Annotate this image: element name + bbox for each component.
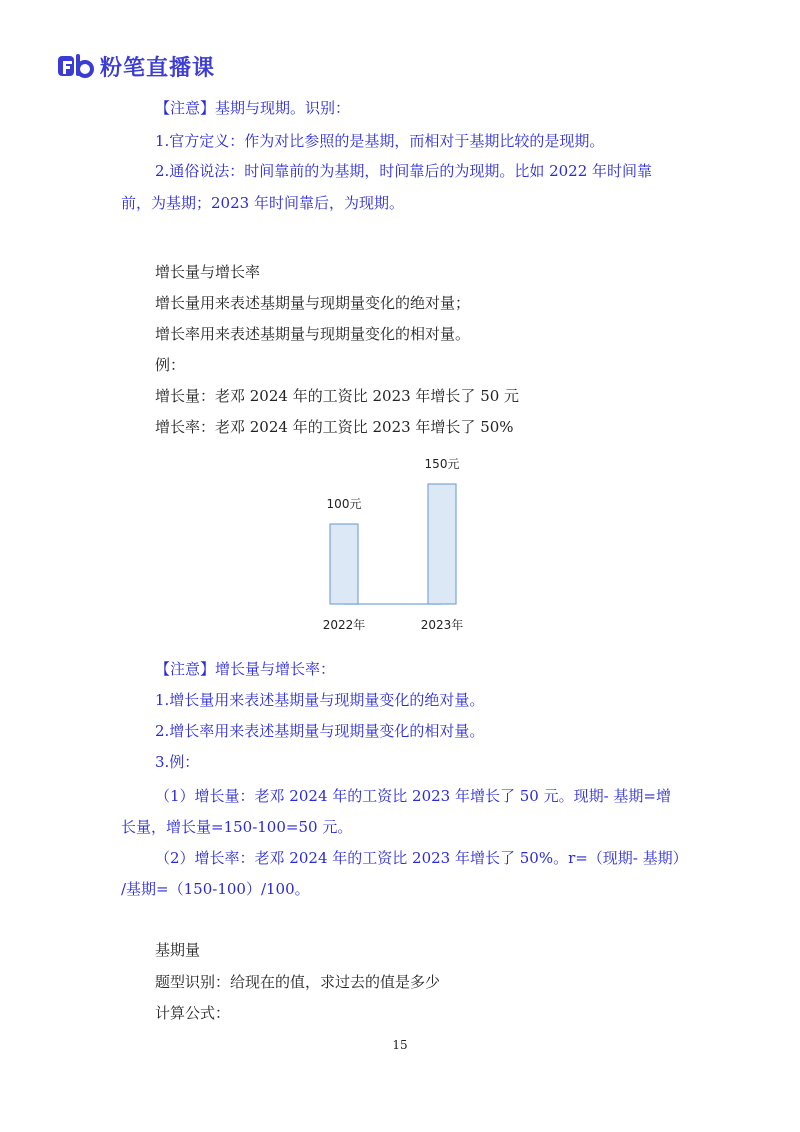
section-title-growth: 增长量与增长率 [155,263,261,281]
example-growth-amount: 增长量：老邓 2024 年的工资比 2023 年增长了 50 元 [155,387,520,405]
section1-line2: 增长率用来表述基期量与现期量变化的相对量。 [155,325,471,343]
bar-value-label-1: 150元 [424,457,460,471]
note2-heading: 【注意】增长量与增长率： [155,660,336,678]
note2-item2: 2.增长率用来表述基期量与现期量变化的相对量。 [155,722,485,740]
note1-item1: 1.官方定义：作为对比参照的是基期，而相对于基期比较的是现期。 [155,132,605,150]
note2-item1: 1.增长量用来表述基期量与现期量变化的绝对量。 [155,691,485,709]
section-title-base: 基期量 [155,941,201,959]
bar-value-label-0: 100元 [326,497,362,511]
section2-line1: 题型识别：给现在的值，求过去的值是多少 [155,973,441,991]
section2-line2: 计算公式： [155,1004,231,1022]
note1-item2-line2: 前，为基期；2023 年时间靠后，为现期。 [121,194,404,212]
example-label: 例： [155,356,186,374]
section1-line1: 增长量用来表述基期量与现期量变化的绝对量； [155,294,471,312]
salary-bar-chart [300,450,500,640]
note1-item2-line1: 2.通俗说法：时间靠前的为基期，时间靠后的为现期。比如 2022 年时间靠 [155,162,653,180]
note2-sub1-line1: （1）增长量：老邓 2024 年的工资比 2023 年增长了 50 元。现期- 基期=增 [155,787,671,805]
brand-logo [58,52,215,80]
note2-item3: 3.例： [155,753,200,771]
note2-sub1-line2: 长量，增长量=150-100=50 元。 [121,818,353,836]
page-number: 15 [392,1038,408,1052]
logo-text: 粉笔直播课 [100,55,216,81]
note1-heading: 【注意】基期与现期。识别： [155,99,351,117]
fb-logo-icon [58,54,94,78]
category-label-1: 2023年 [420,618,464,632]
example-growth-rate: 增长率：老邓 2024 年的工资比 2023 年增长了 50% [155,418,514,436]
bar-1 [428,484,456,604]
note2-sub2-line1: （2）增长率：老邓 2024 年的工资比 2023 年增长了 50%。r=（现期- 基期） [155,849,688,867]
bar-0 [330,524,358,604]
category-label-0: 2022年 [322,618,366,632]
chart-svg [300,450,500,640]
note2-sub2-line2: /基期=（150-100）/100。 [121,880,310,898]
